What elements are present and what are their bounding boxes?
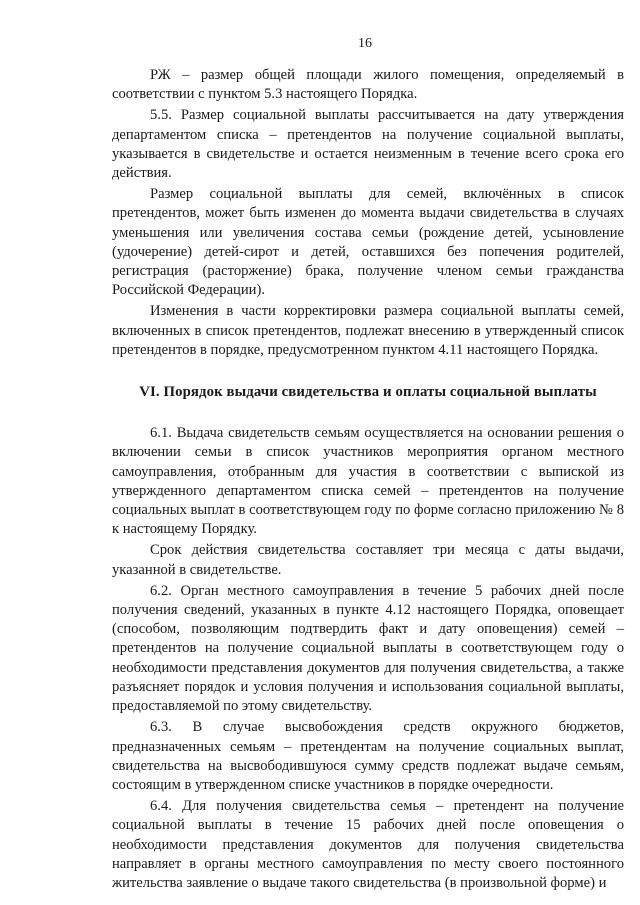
paragraph-payment-size-change: Размер социальной выплаты для семей, включённых в список претендентов, может быть изменен до момента выдачи свидетельства в случаях уменьшения или увеличения состава семьи (рождение детей, усыновление (удочерение) детей-сирот и детей, оставшихся без попечения родителей, регистрация (расторжение) брака, получение членом семьи гражданства Российской Федерации). — [112, 186, 624, 299]
paragraph-6-3: 6.3. В случае высвобождения средств окружного бюджетов, предназначенных семьям – претендентам на получение социальных выплат, свидетельства на высвободившуюся сумму средств подлежат выдаче семьям, состоящим в утвержденном списке участников в порядке очередности. — [112, 719, 624, 793]
page-number: 16 — [358, 36, 372, 51]
paragraph-6-2: 6.2. Орган местного самоуправления в течение 5 рабочих дней после получения сведений, указанных в пункте 4.12 настоящего Порядка, оповещает (способом, позволяющим подтвердить факт и дату оповещения) семей – претендентов на получение социальной выплаты в соответствующем году о необходимости представления документов для получения свидетельства, а также разъясняет порядок и условия получения и использования социальной выплаты, предоставляемой по этому свидетельству. — [112, 582, 624, 715]
paragraph-6-4: 6.4. Для получения свидетельства семья – претендент на получение социальной выплаты в течение 15 рабочих дней после оповещения о необходимости представления документов для получения свидетельства направляет в органы местного самоуправления по месту своего постоянного жительства заявление о выдаче такого свидетельства (в произвольной форме) и — [112, 798, 624, 891]
paragraph-rzh-definition: РЖ – размер общей площади жилого помещения, определяемый в соответствии с пунктом 5.3 настоящего Порядка. — [112, 67, 624, 103]
paragraph-5-5: 5.5. Размер социальной выплаты рассчитывается на дату утверждения департаментом списка – претендентов на получение социальной выплаты, указывается в свидетельстве и остается неизменным в течение всего срока его действия. — [112, 107, 624, 182]
paragraph-6-1: 6.1. Выдача свидетельств семьям осуществляется на основании решения о включении семьи в список участников мероприятия органом местного самоуправления, отобранным для участия в соответствии с выпиской из утвержденного департаментом списка семей – претендентов на получение социальных выплат в соответствующем году по форме согласно приложению № 8 к настоящему Порядку. — [112, 425, 624, 538]
section-heading: VI. Порядок выдачи свидетельства и оплаты социальной выплаты — [139, 384, 597, 401]
paragraph-certificate-validity: Срок действия свидетельства составляет три месяца с даты выдачи, указанной в свидетельстве. — [112, 542, 624, 578]
document-body — [112, 66, 624, 893]
paragraph-list-correction: Изменения в части корректировки размера социальной выплаты семей, включенных в список претендентов, подлежат внесению в утвержденный список претендентов в порядке, предусмотренном пунктом 4.11 настоящего Порядка. — [112, 303, 624, 358]
